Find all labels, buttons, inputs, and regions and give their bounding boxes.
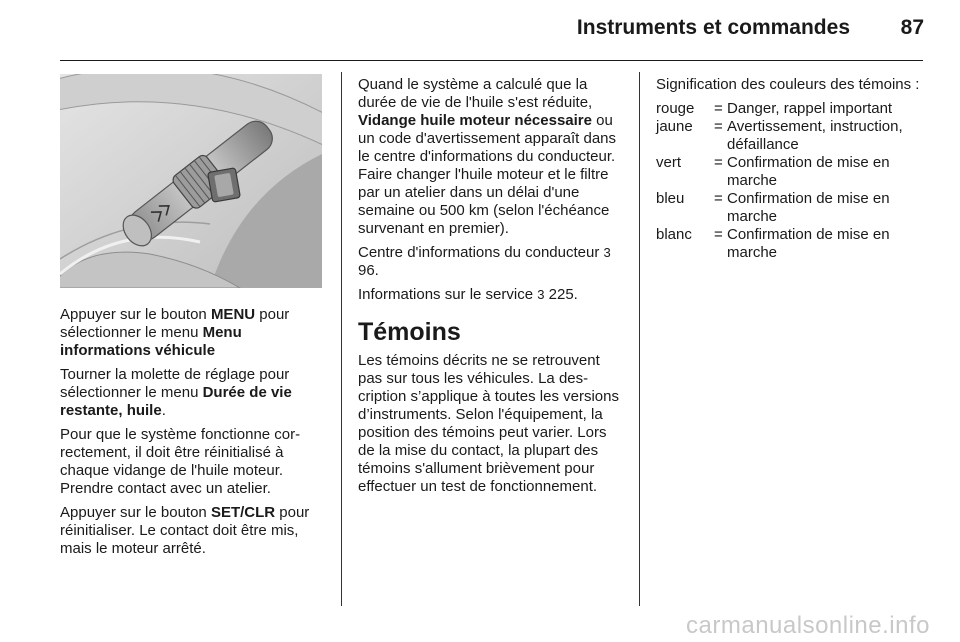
legend-description: Confirmation de mise en marche <box>727 154 890 189</box>
text: Centre d'informations du conducteur <box>358 244 604 261</box>
paragraph-set-clr <box>60 504 328 558</box>
paragraph-indicators: Les témoins décrits ne se retrouvent pas sur tous les véhicules. La description s’applique à toutes les versions d’instruments. Selon l'équipement, la position des témoins peut varier. Lors de la mise du contact, la plupart des témoins s'allument brièvement pour effectuer un test de fonctionnement. <box>358 352 619 495</box>
legend-equals: = <box>714 154 723 171</box>
column-right <box>656 76 924 262</box>
text: . <box>161 402 166 419</box>
text: Tourner la molette de réglage pour sélectionner le menu <box>60 366 290 401</box>
paragraph-oil-change <box>358 76 624 238</box>
legend-row-white <box>656 226 924 262</box>
legend-equals: = <box>714 118 723 135</box>
text: pour sélectionner le menu <box>60 306 290 341</box>
legend-term: jaune <box>656 118 693 135</box>
legend-description: Danger, rappel important <box>727 100 893 117</box>
bold-term-set-clr: SET/CLR <box>210 504 276 521</box>
legend-term: vert <box>656 154 682 171</box>
legend-row-red <box>656 100 924 118</box>
legend-row-blue <box>656 190 924 226</box>
turn-signal-lever-illustration <box>60 74 322 288</box>
text: Appuyer sur le bouton <box>60 306 211 323</box>
bold-term-oil-life: Durée de vie restante, huile <box>60 384 292 419</box>
column-divider-1 <box>341 72 342 606</box>
legend-equals: = <box>714 226 723 243</box>
bold-term-menu-info: Menu informations véhicule <box>60 324 242 359</box>
color-legend <box>656 100 924 262</box>
paragraph-dial <box>60 366 328 420</box>
text: Informations sur le service <box>358 286 538 303</box>
legend-description: Confirmation de mise en marche <box>727 226 890 261</box>
text: 225. <box>544 286 578 303</box>
column-divider-2 <box>639 72 640 606</box>
paragraph-reset-info: Pour que le système fonctionne correctement, il doit être réinitialisé à chaque vidange de l'huile moteur. Prendre contact avec un atelier. <box>60 426 301 497</box>
text: 96. <box>358 262 379 279</box>
column-middle <box>358 76 624 502</box>
legend-term: blanc <box>656 226 692 243</box>
page-number: 87 <box>900 16 924 39</box>
legend-row-green <box>656 154 924 190</box>
text: Quand le système a calculé que la durée de vie de l'huile s'est réduite, <box>358 76 593 111</box>
paragraph-color-intro: Signification des couleurs des témoins : <box>656 76 920 93</box>
header-title: Instruments et commandes <box>576 16 850 39</box>
text: pour réinitialiser. Le contact doit être mis, mais le moteur arrêté. <box>60 504 310 557</box>
lever-illustration-icon <box>60 74 322 288</box>
legend-description: Avertissement, instruction, défaillance <box>727 118 903 153</box>
paragraph-menu <box>60 306 328 360</box>
watermark: carmanualsonline.info <box>686 612 930 639</box>
bold-term-oil-change: Vidange huile moteur nécessaire <box>358 112 592 129</box>
reference-arrow-icon: 3 <box>603 245 611 260</box>
text: Appuyer sur le bouton <box>60 504 211 521</box>
legend-equals: = <box>714 100 723 117</box>
legend-row-yellow <box>656 118 924 154</box>
paragraph-ref-dic <box>358 244 624 280</box>
legend-description: Confirmation de mise en marche <box>727 190 890 225</box>
reference-arrow-icon: 3 <box>537 287 545 302</box>
column-left <box>60 306 328 564</box>
section-heading: Témoins <box>358 318 461 346</box>
legend-term: rouge <box>656 100 695 117</box>
text: ou un code d'avertissement apparaît dans le centre d'informations du conducteur. Faire changer l'huile moteur et le filtre par un atelier dans un délai d'une semaine ou 500 km (selon l'échéance survenant en premier). <box>358 112 617 237</box>
paragraph-ref-service <box>358 286 624 304</box>
bold-term-menu: MENU <box>210 306 256 323</box>
legend-term: bleu <box>656 190 685 207</box>
legend-equals: = <box>714 190 723 207</box>
header-rule <box>60 60 923 61</box>
